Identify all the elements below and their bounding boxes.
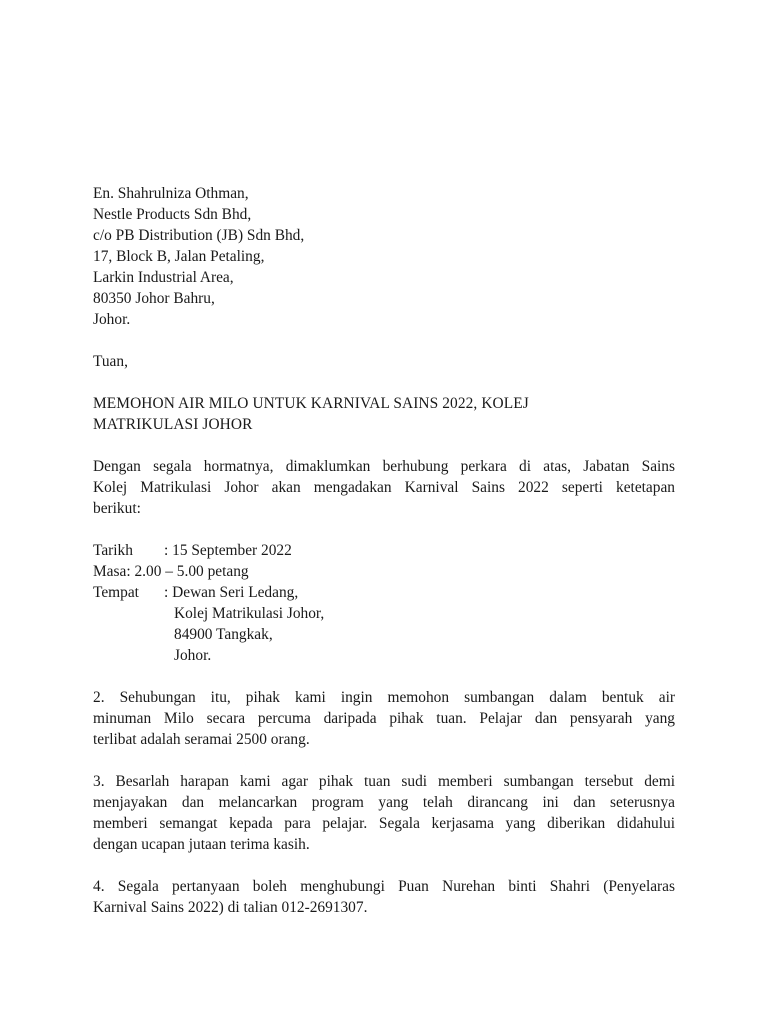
tarikh-value: : 15 September 2022 xyxy=(164,542,292,559)
tarikh-label: Tarikh xyxy=(93,542,133,559)
address-line: c/o PB Distribution (JB) Sdn Bhd, xyxy=(93,227,305,244)
address-line: Johor. xyxy=(93,311,131,328)
paragraph-4 xyxy=(93,876,675,918)
paragraph-line: terlibat adalah seramai 2500 orang. xyxy=(93,731,310,748)
tarikh-row xyxy=(93,540,675,561)
address-line: 80350 Johor Bahru, xyxy=(93,290,215,307)
tempat-line: Kolej Matrikulasi Johor, xyxy=(174,605,325,622)
masa-row: Masa: 2.00 – 5.00 petang xyxy=(93,563,249,580)
address-line: 17, Block B, Jalan Petaling, xyxy=(93,248,265,265)
tempat-line: Johor. xyxy=(174,647,212,664)
paragraph-line: Karnival Sains 2022) di talian 012-2691307. xyxy=(93,899,368,916)
letter-body xyxy=(93,183,675,918)
address-line: Nestle Products Sdn Bhd, xyxy=(93,206,252,223)
recipient-name: En. Shahrulniza Othman, xyxy=(93,185,249,202)
tempat-row xyxy=(93,582,675,603)
paragraph-line: 4. Segala pertanyaan boleh menghubungi Puan Nurehan binti Shahri (Penyelaras xyxy=(93,878,675,895)
tempat-line: 84900 Tangkak, xyxy=(174,626,273,643)
paragraph-line: Kolej Matrikulasi Johor akan mengadakan Karnival Sains 2022 seperti ketetapan xyxy=(93,479,675,496)
subject-line: MEMOHON AIR MILO UNTUK KARNIVAL SAINS 2022, KOLEJ xyxy=(93,395,529,412)
paragraph-line: memberi semangat kepada para pelajar. Segala kerjasama yang diberikan didahului xyxy=(93,815,675,832)
address-line: Larkin Industrial Area, xyxy=(93,269,234,286)
letter-subject xyxy=(93,393,675,435)
event-details xyxy=(93,540,675,666)
paragraph-line: Dengan segala hormatnya, dimaklumkan berhubung perkara di atas, Jabatan Sains xyxy=(93,458,675,475)
paragraph-line: minuman Milo secara percuma daripada pihak tuan. Pelajar dan pensyarah yang xyxy=(93,710,675,727)
paragraph-line: 2. Sehubungan itu, pihak kami ingin memohon sumbangan dalam bentuk air xyxy=(93,689,675,706)
paragraph-line: berikut: xyxy=(93,500,141,517)
tempat-label: Tempat xyxy=(93,584,139,601)
salutation: Tuan, xyxy=(93,353,128,370)
subject-line: MATRIKULASI JOHOR xyxy=(93,416,253,433)
paragraph-line: menjayakan dan melancarkan program yang telah dirancang ini dan seterusnya xyxy=(93,794,675,811)
recipient-address xyxy=(93,183,675,330)
paragraph-2 xyxy=(93,687,675,750)
paragraph-3 xyxy=(93,771,675,855)
tempat-value: : Dewan Seri Ledang, xyxy=(164,584,299,601)
intro-paragraph xyxy=(93,456,675,519)
paragraph-line: 3. Besarlah harapan kami agar pihak tuan sudi memberi sumbangan tersebut demi xyxy=(93,773,675,790)
paragraph-line: dengan ucapan jutaan terima kasih. xyxy=(93,836,310,853)
